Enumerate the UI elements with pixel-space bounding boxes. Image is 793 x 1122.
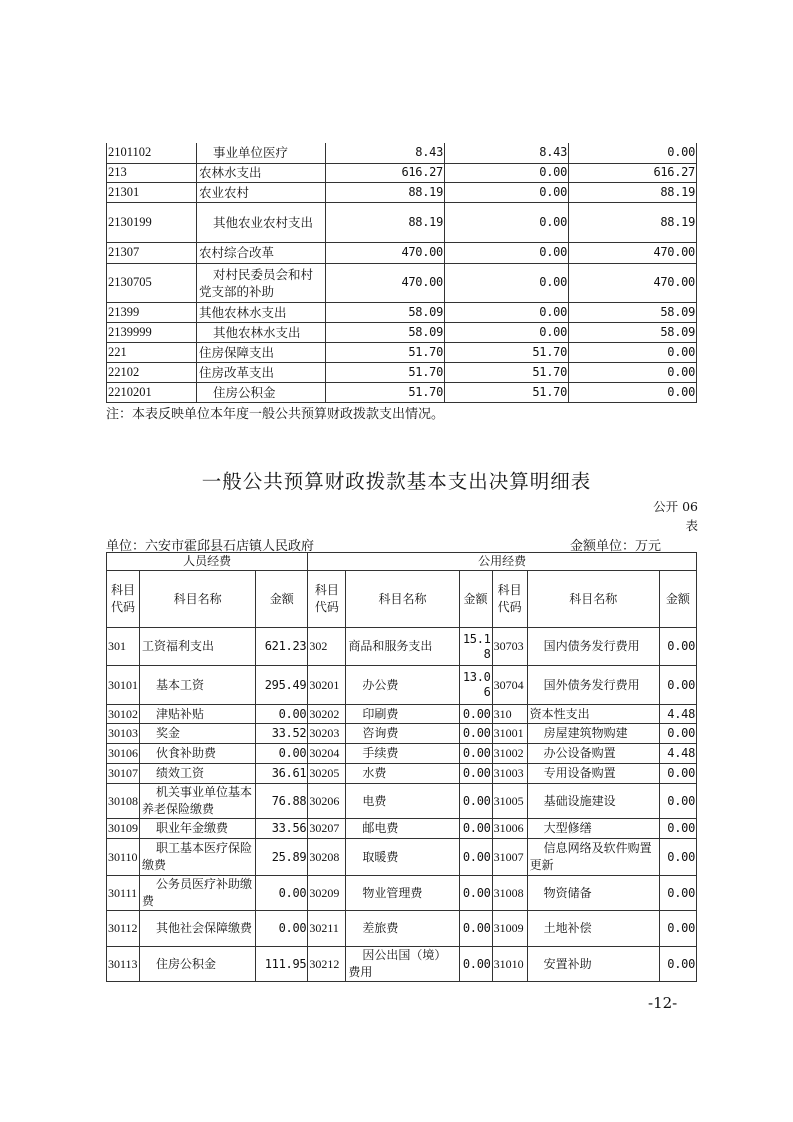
col-header-amount: 金额 [256,571,308,628]
table-row [107,876,697,911]
capital-code: 30704 [492,666,527,705]
personnel-code: 30101 [107,666,140,705]
subject-code: 2139999 [107,322,197,342]
capital-code: 31005 [492,784,527,819]
subject-code: 221 [107,342,197,362]
capital-code: 310 [492,705,527,724]
basic-amount: 0.00 [445,182,569,202]
capital-name: 安置补助 [527,947,659,982]
personnel-name: 伙食补助费 [140,744,256,764]
subject-code: 21301 [107,182,197,202]
table-row [107,362,697,382]
table-row [107,705,697,724]
col-header-name: 科目名称 [140,571,256,628]
capital-amount: 0.00 [659,628,696,666]
capital-name: 信息网络及软件购置更新 [527,839,659,876]
capital-amount: 0.00 [659,911,696,947]
capital-amount: 0.00 [659,947,696,982]
goods-services-amount: 0.00 [459,819,492,839]
subject-name: 对村民委员会和村党支部的补助 [197,263,326,302]
table-row [107,839,697,876]
subject-name: 住房保障支出 [197,342,326,362]
table-row [107,163,697,182]
goods-services-amount: 0.00 [459,911,492,947]
col-header-code: 科目代码 [107,571,140,628]
basic-amount: 51.70 [445,342,569,362]
total-amount: 470.00 [326,242,445,263]
col-header-code: 科目代码 [308,571,346,628]
capital-code: 31006 [492,819,527,839]
goods-services-name: 差旅费 [346,911,459,947]
capital-code: 31010 [492,947,527,982]
personnel-amount: 111.95 [256,947,308,982]
col-header-amount: 金额 [459,571,492,628]
personnel-code: 30111 [107,876,140,911]
basic-amount: 8.43 [445,143,569,163]
capital-code: 31007 [492,839,527,876]
subject-name: 农业农村 [197,182,326,202]
table-row [107,819,697,839]
table-row [107,302,697,322]
subject-name: 农林水支出 [197,163,326,182]
personnel-name: 工资福利支出 [140,628,256,666]
capital-name: 土地补偿 [527,911,659,947]
personnel-name: 其他社会保障缴费 [140,911,256,947]
table-row [107,784,697,819]
goods-services-name: 因公出国（境）费用 [346,947,459,982]
project-amount: 0.00 [569,362,697,382]
basic-amount: 0.00 [445,302,569,322]
capital-name: 国外债务发行费用 [527,666,659,705]
subject-code: 2130705 [107,263,197,302]
capital-amount: 0.00 [659,764,696,784]
subject-name: 事业单位医疗 [197,143,326,163]
personnel-code: 30102 [107,705,140,724]
table-row [107,182,697,202]
expenditure-table-continued [106,143,697,403]
personnel-code: 30103 [107,724,140,744]
capital-amount: 0.00 [659,819,696,839]
personnel-amount: 25.89 [256,839,308,876]
table-row [107,143,697,163]
goods-services-name: 办公费 [346,666,459,705]
personnel-name: 基本工资 [140,666,256,705]
subject-code: 21307 [107,242,197,263]
column-header-row [107,571,697,628]
personnel-name: 奖金 [140,724,256,744]
goods-services-name: 咨询费 [346,724,459,744]
personnel-name: 津贴补贴 [140,705,256,724]
group-public: 公用经费 [308,553,697,571]
personnel-code: 30110 [107,839,140,876]
unit-label: 单位：六安市霍邱县石店镇人民政府 [106,539,315,554]
basic-amount: 51.70 [445,382,569,402]
project-amount: 0.00 [569,342,697,362]
table-row [107,947,697,982]
table-row [107,724,697,744]
goods-services-code: 30211 [308,911,346,947]
table-row [107,202,697,242]
capital-code: 31009 [492,911,527,947]
table-row [107,764,697,784]
personnel-amount: 621.23 [256,628,308,666]
goods-services-name: 物业管理费 [346,876,459,911]
basic-amount: 0.00 [445,263,569,302]
project-amount: 470.00 [569,242,697,263]
table-note: 注：本表反映单位本年度一般公共预算财政拨款支出情况。 [106,407,445,422]
personnel-code: 30112 [107,911,140,947]
capital-amount: 0.00 [659,839,696,876]
total-amount: 58.09 [326,322,445,342]
project-amount: 616.27 [569,163,697,182]
form-number [638,497,698,535]
basic-amount: 0.00 [445,322,569,342]
personnel-name: 职工基本医疗保险缴费 [140,839,256,876]
basic-amount: 0.00 [445,163,569,182]
goods-services-amount: 0.00 [459,744,492,764]
subject-name: 其他农林水支出 [197,322,326,342]
personnel-name: 住房公积金 [140,947,256,982]
goods-services-name: 取暖费 [346,839,459,876]
goods-services-code: 30206 [308,784,346,819]
capital-amount: 0.00 [659,724,696,744]
table-row [107,744,697,764]
table-row [107,342,697,362]
capital-name: 办公设备购置 [527,744,659,764]
col-header-name: 科目名称 [346,571,459,628]
capital-code: 31008 [492,876,527,911]
personnel-amount: 0.00 [256,744,308,764]
personnel-amount: 0.00 [256,876,308,911]
personnel-amount: 0.00 [256,911,308,947]
goods-services-amount: 0.00 [459,724,492,744]
capital-name: 资本性支出 [527,705,659,724]
goods-services-amount: 0.00 [459,764,492,784]
subject-code: 22102 [107,362,197,382]
project-amount: 58.09 [569,302,697,322]
personnel-code: 30113 [107,947,140,982]
goods-services-name: 邮电费 [346,819,459,839]
subject-name: 住房改革支出 [197,362,326,382]
basic-amount: 0.00 [445,202,569,242]
goods-services-code: 30203 [308,724,346,744]
capital-amount: 0.00 [659,666,696,705]
personnel-amount: 33.56 [256,819,308,839]
goods-services-amount: 0.00 [459,947,492,982]
col-header-amount: 金额 [659,571,696,628]
total-amount: 51.70 [326,382,445,402]
basic-expenditure-detail-table [106,552,697,982]
project-amount: 88.19 [569,182,697,202]
capital-amount: 0.00 [659,784,696,819]
group-personnel: 人员经费 [107,553,308,571]
table-row [107,666,697,705]
capital-code: 31002 [492,744,527,764]
currency-unit-label: 金额单位：万元 [570,539,662,554]
personnel-code: 30107 [107,764,140,784]
goods-services-amount: 13.06 [459,666,492,705]
capital-amount: 4.48 [659,705,696,724]
subject-code: 213 [107,163,197,182]
personnel-code: 30106 [107,744,140,764]
project-amount: 0.00 [569,143,697,163]
capital-name: 大型修缮 [527,819,659,839]
personnel-name: 公务员医疗补助缴费 [140,876,256,911]
total-amount: 88.19 [326,202,445,242]
capital-name: 房屋建筑物购建 [527,724,659,744]
goods-services-amount: 0.00 [459,784,492,819]
personnel-amount: 76.88 [256,784,308,819]
total-amount: 58.09 [326,302,445,322]
goods-services-code: 30207 [308,819,346,839]
page-number: -12- [648,994,678,1012]
personnel-amount: 0.00 [256,705,308,724]
table-row [107,263,697,302]
capital-name: 专用设备购置 [527,764,659,784]
goods-services-code: 30204 [308,744,346,764]
personnel-amount: 36.61 [256,764,308,784]
capital-code: 31003 [492,764,527,784]
goods-services-code: 30208 [308,839,346,876]
capital-amount: 0.00 [659,876,696,911]
personnel-name: 职业年金缴费 [140,819,256,839]
subject-code: 2130199 [107,202,197,242]
capital-code: 31001 [492,724,527,744]
goods-services-code: 30205 [308,764,346,784]
project-amount: 470.00 [569,263,697,302]
subject-name: 其他农林水支出 [197,302,326,322]
col-header-code: 科目代码 [492,571,527,628]
goods-services-code: 30212 [308,947,346,982]
subject-name: 其他农业农村支出 [197,202,326,242]
goods-services-code: 30209 [308,876,346,911]
table-row [107,242,697,263]
personnel-name: 机关事业单位基本养老保险缴费 [140,784,256,819]
subject-name: 住房公积金 [197,382,326,402]
subject-code: 2210201 [107,382,197,402]
subject-name: 农村综合改革 [197,242,326,263]
table-row [107,628,697,666]
goods-services-code: 30202 [308,705,346,724]
group-header-row [107,553,697,571]
goods-services-name: 商品和服务支出 [346,628,459,666]
goods-services-amount: 0.00 [459,839,492,876]
subject-code: 21399 [107,302,197,322]
col-header-name: 科目名称 [527,571,659,628]
table-row [107,322,697,342]
form-number-line2: 表 [685,518,698,533]
form-number-line1: 公开 06 [653,499,698,514]
total-amount: 88.19 [326,182,445,202]
table-row [107,911,697,947]
goods-services-name: 印刷费 [346,705,459,724]
total-amount: 51.70 [326,342,445,362]
goods-services-name: 电费 [346,784,459,819]
capital-name: 基础设施建设 [527,784,659,819]
capital-amount: 4.48 [659,744,696,764]
goods-services-name: 水费 [346,764,459,784]
goods-services-amount: 15.18 [459,628,492,666]
project-amount: 0.00 [569,382,697,402]
goods-services-name: 手续费 [346,744,459,764]
personnel-amount: 295.49 [256,666,308,705]
project-amount: 88.19 [569,202,697,242]
total-amount: 8.43 [326,143,445,163]
basic-amount: 51.70 [445,362,569,382]
subject-code: 2101102 [107,143,197,163]
personnel-code: 301 [107,628,140,666]
basic-amount: 0.00 [445,242,569,263]
project-amount: 58.09 [569,322,697,342]
goods-services-amount: 0.00 [459,876,492,911]
total-amount: 616.27 [326,163,445,182]
goods-services-code: 302 [308,628,346,666]
table-row [107,382,697,402]
total-amount: 470.00 [326,263,445,302]
personnel-amount: 33.52 [256,724,308,744]
capital-name: 物资储备 [527,876,659,911]
goods-services-code: 30201 [308,666,346,705]
capital-name: 国内债务发行费用 [527,628,659,666]
total-amount: 51.70 [326,362,445,382]
personnel-name: 绩效工资 [140,764,256,784]
personnel-code: 30108 [107,784,140,819]
capital-code: 30703 [492,628,527,666]
page-title: 一般公共预算财政拨款基本支出决算明细表 [201,470,592,493]
goods-services-amount: 0.00 [459,705,492,724]
personnel-code: 30109 [107,819,140,839]
